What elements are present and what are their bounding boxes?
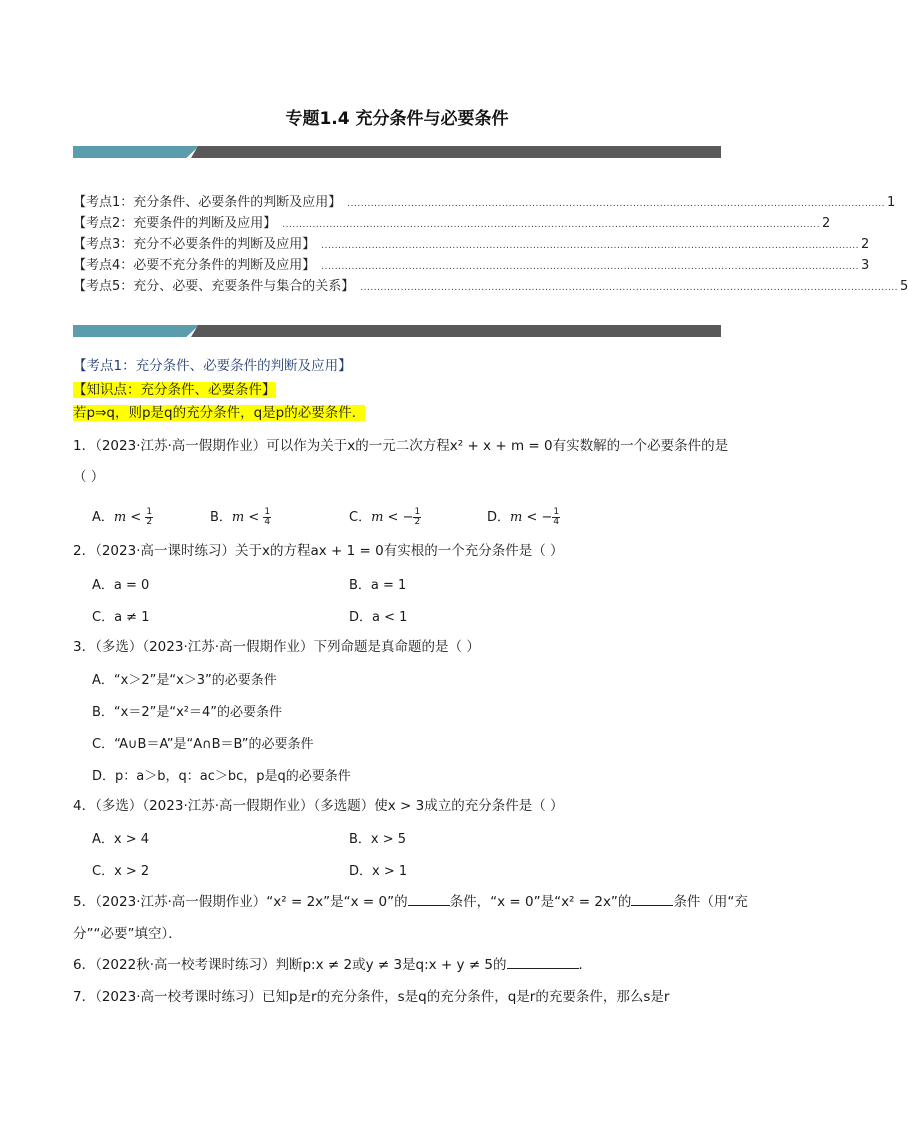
toc-item-5[interactable] <box>73 275 908 296</box>
toc-item-3[interactable] <box>73 233 870 254</box>
knowledge-text: 若p⇒q，则p是q的充分条件，q是p的必要条件． <box>73 405 366 421</box>
toc-leader-dots: ................................................................................................................................................................ <box>360 283 899 293</box>
question-6-text: 6．（2022秋·高一校考课时练习）判断p:x ≠ 2或y ≠ 3是q:x + y ≠ 5的 ． <box>73 957 593 973</box>
toc-item-page: 2 <box>861 237 870 252</box>
question-4-option-b[interactable]: B．x > 5 <box>349 832 407 847</box>
question-5-line-1: 5．（2023·江苏·高一假期作业）“x² = 2x”是“x = 0”的 条件，“x = 0”是“x² = 2x”的 条件（用“充 <box>73 894 748 910</box>
page-title: 专题1.4 充分条件与必要条件 <box>285 109 509 129</box>
toc-item-label: 【考点5：充分、必要、充要条件与集合的关系】 <box>73 279 355 294</box>
question-2-option-d[interactable]: D．a < 1 <box>349 610 408 625</box>
question-4-option-d[interactable]: D．x > 1 <box>349 864 408 879</box>
question-3-option-a[interactable]: A．“x＞2”是“x＞3”的必要条件 <box>92 673 277 688</box>
question-1-paren: （ ） <box>73 469 105 485</box>
divider-teal-segment <box>73 325 199 337</box>
divider-teal-segment <box>73 146 199 158</box>
question-2-option-c[interactable]: C．a ≠ 1 <box>92 610 150 625</box>
toc-item-page: 5 <box>900 279 908 294</box>
question-2-option-a[interactable]: A．a = 0 <box>92 578 150 593</box>
divider-gray-segment <box>191 325 721 337</box>
divider-gray-segment <box>191 146 721 158</box>
toc-item-page: 3 <box>861 258 870 273</box>
knowledge-text-line <box>73 403 733 423</box>
question-7-text: 7．（2023·高一校考课时练习）已知p是r的充分条件，s是q的充分条件，q是r的充要条件，那么s是r <box>73 989 670 1005</box>
question-1-option-c[interactable]: C．m < − $\frac{1}{2}$ <box>349 507 421 527</box>
toc-leader-dots: ................................................................................................................................................................ <box>321 241 860 251</box>
question-1-option-a[interactable]: A．m < $\frac{1}{2}$ <box>92 507 153 527</box>
toc-item-label: 【考点1：充分条件、必要条件的判断及应用】 <box>73 195 342 210</box>
knowledge-title-line <box>73 380 733 400</box>
question-3-option-c[interactable]: C．“A∪B＝A”是“A∩B＝B”的必要条件 <box>92 737 314 752</box>
answer-blank[interactable] <box>507 955 579 969</box>
section-heading: 【考点1：充分条件、必要条件的判断及应用】 <box>73 358 352 374</box>
toc-item-2[interactable] <box>73 212 831 233</box>
knowledge-title: 【知识点：充分条件、必要条件】 <box>73 382 276 398</box>
toc-item-label: 【考点2：充要条件的判断及应用】 <box>73 216 277 231</box>
answer-blank[interactable] <box>631 892 673 906</box>
question-3-option-b[interactable]: B．“x＝2”是“x²＝4”的必要条件 <box>92 705 283 720</box>
question-2-text: 2．（2023·高一课时练习）关于x的方程ax + 1 = 0有实根的一个充分条件是（ ） <box>73 543 564 559</box>
section-divider-bar <box>73 325 721 337</box>
question-4-option-c[interactable]: C．x > 2 <box>92 864 150 879</box>
toc-item-page: 2 <box>822 216 831 231</box>
question-1-option-d[interactable]: D．m < − $\frac{1}{4}$ <box>487 507 560 527</box>
question-5-line-2: 分”“必要”填空）． <box>73 926 182 942</box>
question-3-option-d[interactable]: D．p：a＞b，q：ac＞bc，p是q的必要条件 <box>92 769 351 784</box>
toc-leader-dots: ................................................................................................................................................................ <box>321 262 860 272</box>
toc-item-label: 【考点4：必要不充分条件的判断及应用】 <box>73 258 316 273</box>
question-4-option-a[interactable]: A．x > 4 <box>92 832 150 847</box>
question-3-text: 3．（多选）（2023·江苏·高一假期作业）下列命题是真命题的是（ ） <box>73 639 480 655</box>
question-2-option-b[interactable]: B．a = 1 <box>349 578 407 593</box>
answer-blank[interactable] <box>408 892 450 906</box>
toc-leader-dots: ................................................................................................................................................................ <box>347 199 886 209</box>
question-1-option-b[interactable]: B．m < $\frac{1}{4}$ <box>210 507 271 527</box>
toc-item-4[interactable] <box>73 254 870 275</box>
toc-item-page: 1 <box>887 195 896 210</box>
toc-item-1[interactable] <box>73 191 896 212</box>
toc-leader-dots: ................................................................................................................................................................ <box>282 220 821 230</box>
toc-item-label: 【考点3：充分不必要条件的判断及应用】 <box>73 237 316 252</box>
question-1-text: 1．（2023·江苏·高一假期作业）可以作为关于x的一元二次方程x² + x + m = 0有实数解的一个必要条件的是 <box>73 438 729 454</box>
table-of-contents <box>73 191 908 296</box>
question-4-text: 4．（多选）（2023·江苏·高一假期作业）（多选题）使x > 3成立的充分条件是（ ） <box>73 798 564 814</box>
header-divider-bar <box>73 146 721 158</box>
